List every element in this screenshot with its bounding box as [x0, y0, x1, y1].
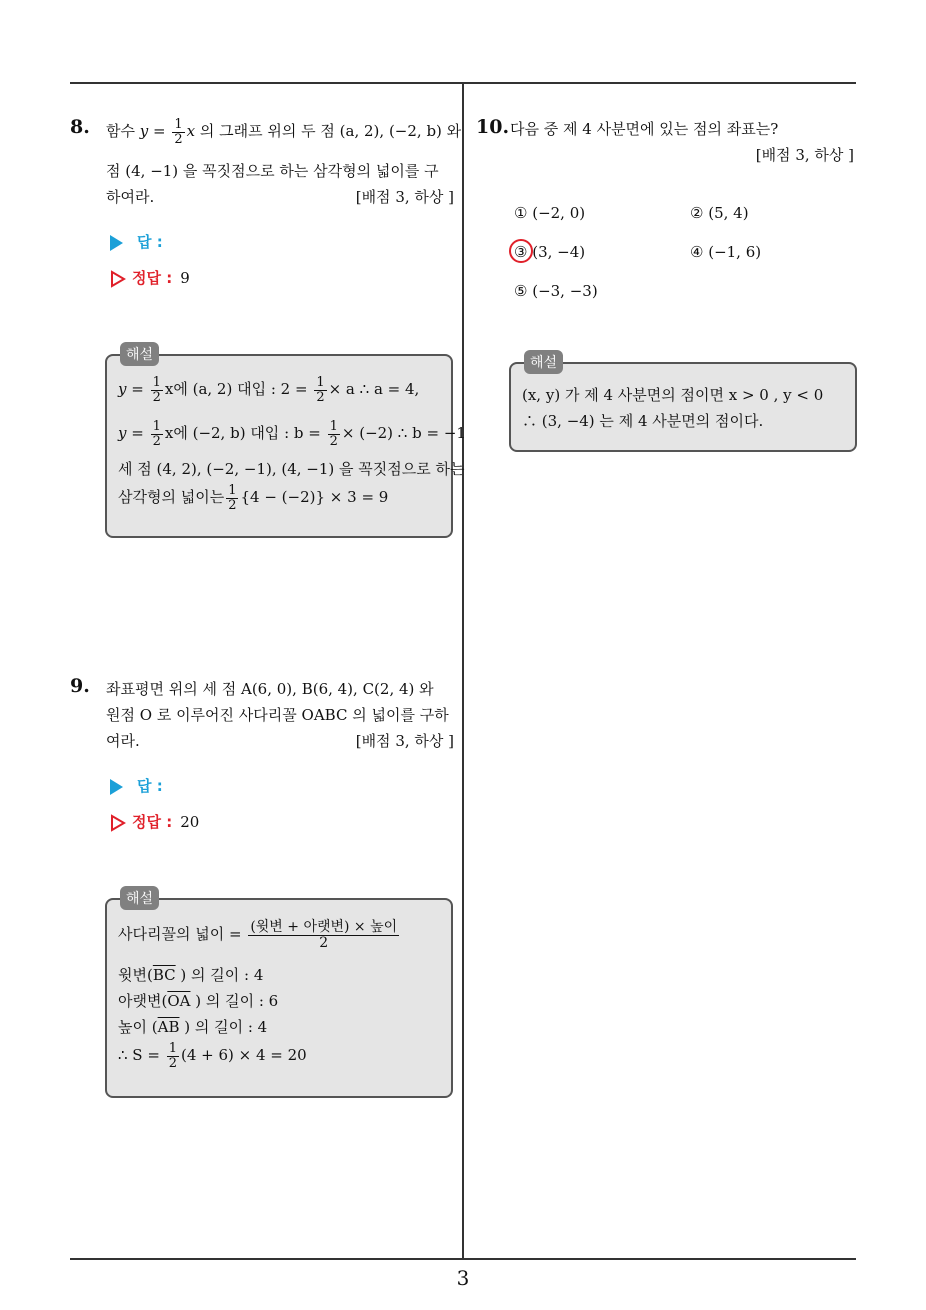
- q10-option-2[interactable]: ② (5, 4): [690, 204, 749, 222]
- q8-line-2: 점 (4, −1) 을 꼭짓점으로 하는 삼각형의 넓이를 구: [106, 162, 439, 180]
- selected-answer-mark: [509, 239, 533, 263]
- q10-option-4[interactable]: ④ (−1, 6): [690, 243, 762, 261]
- q10-number: 10.: [476, 116, 510, 138]
- correct-arrow-icon: [110, 814, 126, 832]
- q10-sol-line-1: (x, y) 가 제 4 사분면의 점이면 x > 0 , y < 0: [522, 386, 824, 404]
- q9-solution-tag: 해설: [120, 886, 159, 910]
- q9-sol-line-4: 높이 ($\overline{AB}$ ) 의 길이 : 4: [118, 1018, 268, 1036]
- q10-meta: [배점 3, 하상 ]: [755, 146, 854, 164]
- q8-fraction: $\frac{1}{2}$: [174, 117, 183, 147]
- q10-solution-tag: 해설: [524, 350, 563, 374]
- q8-meta: [배점 3, 하상 ]: [355, 188, 454, 206]
- q9-meta: [배점 3, 하상 ]: [355, 732, 454, 750]
- q10-option-5[interactable]: ⑤ (−3, −3): [514, 282, 598, 300]
- column-divider: [462, 84, 464, 1258]
- q8-line-3: 하여라.: [106, 188, 155, 206]
- q9-number: 9.: [70, 675, 90, 697]
- q8-sol-line-3: 세 점 (4, 2), (−2, −1), (4, −1) 을 꼭짓점으로 하는: [118, 460, 465, 478]
- q10-sol-line-2: ∴ (3, −4) 는 제 4 사분면의 점이다.: [522, 412, 764, 430]
- q9-line-2: 원점 O 로 이루어진 사다리꼴 OABC 의 넓이를 구하: [106, 706, 449, 724]
- q9-correct-line: 정답 : 20: [110, 811, 199, 832]
- page-number: 3: [456, 1266, 470, 1290]
- q9-sol-line-2: 윗변($\overline{BC}$ ) 의 길이 : 4: [118, 966, 264, 984]
- q8-sol-line-2: y = $\frac{1}{2}$ x에 (−2, b) 대입 : b = $\frac{1}{2}$ × (−2) ∴ b = −1: [118, 419, 466, 449]
- correct-arrow-icon: [110, 270, 126, 288]
- q10-line-1: 다음 중 제 4 사분면에 있는 점의 좌표는?: [510, 120, 779, 138]
- bottom-rule: [70, 1258, 856, 1260]
- q8-sol-line-1: y = $\frac{1}{2}$ x에 (a, 2) 대입 : 2 = $\frac{1}{2}$ × a ∴ a = 4,: [118, 375, 420, 405]
- q8-sol-line-4: 삼각형의 넓이는 $\frac{1}{2}$ {4 − (−2)} × 3 = 9: [118, 483, 389, 513]
- q9-line-1: 좌표평면 위의 세 점 A(6, 0), B(6, 4), C(2, 4) 와: [106, 680, 434, 698]
- q8-answer-line: 답 :: [110, 231, 163, 252]
- q8-correct-line: 정답 : 9: [110, 267, 190, 288]
- q9-sol-line-5: ∴ S = $\frac{1}{2}$ (4 + 6) × 4 = 20: [118, 1041, 307, 1071]
- answer-arrow-icon: [110, 235, 123, 251]
- q8-number: 8.: [70, 116, 90, 138]
- answer-arrow-icon: [110, 779, 123, 795]
- q10-option-3[interactable]: ③ (3, −4): [514, 243, 586, 261]
- q9-sol-line-1: 사다리꼴의 넓이 = $\frac{\text{(윗변 + 아랫변) × 높이}}{2}$: [118, 919, 398, 951]
- q9-line-3: 여라.: [106, 732, 140, 750]
- q10-option-1[interactable]: ① (−2, 0): [514, 204, 586, 222]
- q8-line-1: 함수 y = $\frac{1}{2}$ x 의 그래프 위의 두 점 (a, 2), (−2, b) 와: [106, 117, 462, 147]
- q9-sol-line-3: 아랫변($\overline{OA}$ ) 의 길이 : 6: [118, 992, 279, 1010]
- q8-solution-tag: 해설: [120, 342, 159, 366]
- q9-answer-line: 답 :: [110, 775, 163, 796]
- q10-solution-box: [509, 362, 857, 452]
